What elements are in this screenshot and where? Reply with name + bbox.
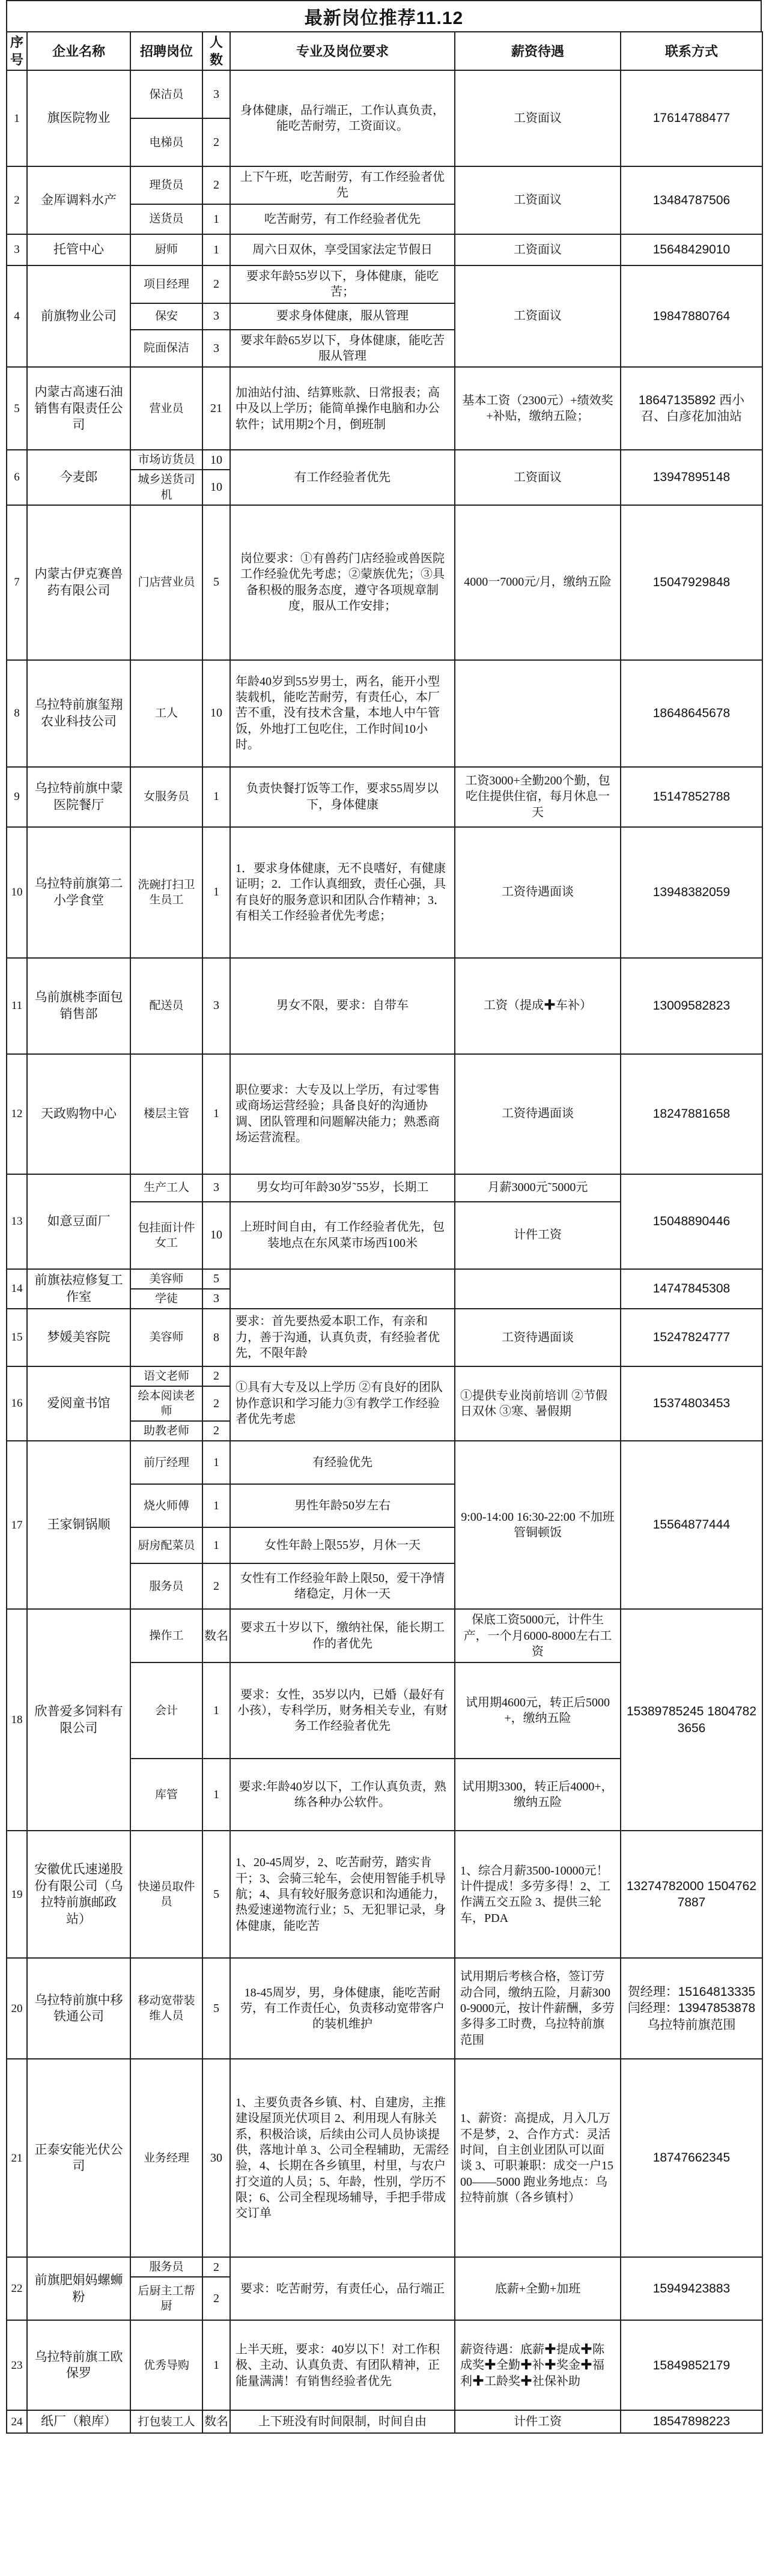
pay-info: 试用期3300，转正后4000+，缴纳五险 <box>455 1759 621 1831</box>
contact-phone: 15949423883 <box>621 2257 762 2320</box>
position-name: 工人 <box>130 660 202 767</box>
requirements: 1．要求身体健康，无不良嗜好，有健康证明；2．工作认真细致，责任心强，具有良好的服务意识和团队合作精神；3．有相关工作经验者优先考虑； <box>230 827 455 958</box>
requirements: 周六日双休，享受国家法定节假日 <box>230 234 455 265</box>
company-name: 乌拉特前旗玺翔农业科技公司 <box>27 660 130 767</box>
header-count: 人数 <box>202 32 230 70</box>
requirements: 身体健康，品行端正，工作认真负责，能吃苦耐劳，工资面议。 <box>230 70 455 166</box>
headcount: 5 <box>202 1831 230 1958</box>
headcount: 1 <box>202 1662 230 1759</box>
pay-info: 工资面议 <box>455 450 621 505</box>
headcount: 30 <box>202 2059 230 2257</box>
position-name: 快递员取件员 <box>130 1831 202 1958</box>
contact-phone: 13009582823 <box>621 958 762 1054</box>
company-name: 前旗祛痘修复工作室 <box>27 1269 130 1309</box>
pay-info <box>455 660 621 767</box>
requirements: 1、20-45周岁，2、吃苦耐劳，踏实肯干；3、会骑三轮车，会使用智能手机导航；4、具有较好服务意识和沟通能力，热爱速递物流行业；5、无犯罪记录，身体健康，能吃苦 <box>230 1831 455 1958</box>
table-row <box>7 1441 762 1484</box>
position-name: 保安 <box>130 303 202 330</box>
header-company: 企业名称 <box>27 32 130 70</box>
position-name: 市场访货员 <box>130 450 202 470</box>
header-requirements: 专业及岗位要求 <box>230 32 455 70</box>
row-number: 23 <box>7 2320 27 2410</box>
headcount: 2 <box>202 166 230 204</box>
headcount: 21 <box>202 367 230 450</box>
table-row <box>7 958 762 1054</box>
requirements: 1、主要负责各乡镇、村、自建房，主推建设屋顶光伏项目 2、利用现人有脉关系，积极洽谈，后续由公司人员协谈提供，落地计单 3、公司全程辅助，无需经验，4、长期在各乡镇里，村里，与农户打交道的人员；5、年龄，性别，学历不限；6、公司全程现场辅导，手把手带成交订单 <box>230 2059 455 2257</box>
position-name: 优秀导购 <box>130 2320 202 2410</box>
header-row <box>7 32 762 70</box>
page-title: 最新岗位推荐11.12 <box>6 0 762 31</box>
position-name: 厨师 <box>130 234 202 265</box>
position-name: 会计 <box>130 1662 202 1759</box>
company-name: 内蒙古伊克赛兽药有限公司 <box>27 505 130 660</box>
contact-phone: 17614788477 <box>621 70 762 166</box>
company-name: 欣普爱多饲料有限公司 <box>27 1609 130 1831</box>
requirements: 男女均可年龄30岁˜55岁，长期工 <box>230 1174 455 1202</box>
contact-phone: 18747662345 <box>621 2059 762 2257</box>
requirements: 有工作经验者优先 <box>230 450 455 505</box>
position-name: 业务经理 <box>130 2059 202 2257</box>
row-number: 3 <box>7 234 27 265</box>
row-number: 6 <box>7 450 27 505</box>
headcount: 3 <box>202 958 230 1054</box>
requirements: 要求年龄65岁以下，身体健康，能吃苦服从管理 <box>230 330 455 368</box>
requirements: 有经验优先 <box>230 1441 455 1484</box>
row-number: 13 <box>7 1174 27 1269</box>
requirements: 上半天班，要求：40岁以下！对工作积极、主动、认真负责、有团队精神，正能量满满！有销售经验者优先 <box>230 2320 455 2410</box>
header-position: 招聘岗位 <box>130 32 202 70</box>
table-row <box>7 1958 762 2059</box>
contact-phone: 15048890446 <box>621 1174 762 1269</box>
requirements: 上下午班，吃苦耐劳，有工作经验者优先 <box>230 166 455 204</box>
contact-phone: 14747845308 <box>621 1269 762 1309</box>
contact-phone: 15374803453 <box>621 1366 762 1441</box>
contact-phone: 19847880764 <box>621 265 762 368</box>
headcount: 3 <box>202 70 230 118</box>
requirements: 要求：首先要热爱本职工作，有亲和力，善于沟通，认真负责，有经验者优先，不限年龄 <box>230 1309 455 1366</box>
position-name: 城乡送货司机 <box>130 470 202 505</box>
table-row <box>7 505 762 660</box>
pay-info: ①提供专业岗前培训 ②节假日双休 ③寒、暑假期 <box>455 1366 621 1441</box>
table-row <box>7 265 762 303</box>
pay-info: 9:00-14:00 16:30-22:00 不加班管铜顿饭 <box>455 1441 621 1609</box>
requirements: 要求:年龄40岁以下，工作认真负责，熟练各种办公软件。 <box>230 1759 455 1831</box>
pay-info: 4000一7000元/月，缴纳五险 <box>455 505 621 660</box>
pay-info: 基本工资（2300元）+绩效奖+补贴，缴纳五险； <box>455 367 621 450</box>
company-name: 梦媛美容院 <box>27 1309 130 1366</box>
company-name: 乌拉特前旗第二小学食堂 <box>27 827 130 958</box>
row-number: 15 <box>7 1309 27 1366</box>
contact-phone: 15147852788 <box>621 767 762 827</box>
contact-phone: 13274782000 15047627887 <box>621 1831 762 1958</box>
contact-phone: 18247881658 <box>621 1054 762 1174</box>
company-name: 王家铜锅顺 <box>27 1441 130 1609</box>
company-name: 托管中心 <box>27 234 130 265</box>
headcount: 3 <box>202 1289 230 1309</box>
requirements: 要求五十岁以下，缴纳社保，能长期工作的者优先 <box>230 1609 455 1662</box>
pay-info: 计件工资 <box>455 1202 621 1269</box>
position-name: 生产工人 <box>130 1174 202 1202</box>
position-name: 电梯员 <box>130 118 202 166</box>
row-number: 22 <box>7 2257 27 2320</box>
position-name: 包挂面计件女工 <box>130 1202 202 1269</box>
contact-phone: 13947895148 <box>621 450 762 505</box>
row-number: 4 <box>7 265 27 368</box>
row-number: 1 <box>7 70 27 166</box>
pay-info: 计件工资 <box>455 2410 621 2433</box>
position-name: 美容师 <box>130 1269 202 1289</box>
pay-info: 工资（提成✚车补） <box>455 958 621 1054</box>
table-row <box>7 1309 762 1366</box>
requirements: 要求：女性，35岁以内，已婚（最好有小孩），专科学历，财务相关专业，有财务工作经验者优先 <box>230 1662 455 1759</box>
position-name: 后厨主工帮厨 <box>130 2277 202 2320</box>
headcount: 1 <box>202 2320 230 2410</box>
position-name: 烧火师傅 <box>130 1484 202 1527</box>
contact-phone: 15849852179 <box>621 2320 762 2410</box>
row-number: 10 <box>7 827 27 958</box>
table-row <box>7 767 762 827</box>
position-name: 楼层主管 <box>130 1054 202 1174</box>
requirements: 上下班没有时间限制，时间自由 <box>230 2410 455 2433</box>
requirements: ①具有大专及以上学历 ②有良好的团队协作意识和学习能力③有教学工作经验者优先考虑 <box>230 1366 455 1441</box>
requirements: 岗位要求：①有兽药门店经验或兽医院工作经验优先考虑；②蒙族优先；③具备积极的服务态度，遵守各项规章制度，服从工作安排； <box>230 505 455 660</box>
position-name: 门店营业员 <box>130 505 202 660</box>
row-number: 18 <box>7 1609 27 1831</box>
header-contact: 联系方式 <box>621 32 762 70</box>
headcount: 2 <box>202 2257 230 2277</box>
table-row <box>7 1366 762 1386</box>
table-row <box>7 1174 762 1202</box>
requirements: 要求：吃苦耐劳，有责任心，品行端正 <box>230 2257 455 2320</box>
pay-info: 1、薪资：高提成，月入几万不是梦，2、合作方式：灵活时间，自主创业团队可以面谈 3、可职兼职：成交一户1500——5000 跑业务地点：乌拉特前旗（各乡镇村） <box>455 2059 621 2257</box>
company-name: 乌拉特前旗中移铁通公司 <box>27 1958 130 2059</box>
position-name: 厨房配菜员 <box>130 1527 202 1563</box>
headcount: 1 <box>202 1484 230 1527</box>
position-name: 理货员 <box>130 166 202 204</box>
requirements: 负责快餐打饭等工作，要求55周岁以下，身体健康 <box>230 767 455 827</box>
position-name: 院面保洁 <box>130 330 202 368</box>
row-number: 7 <box>7 505 27 660</box>
requirements: 女性有工作经验年龄上限50，爱干净情绪稳定，月休一天 <box>230 1563 455 1609</box>
position-name: 库管 <box>130 1759 202 1831</box>
position-name: 前厅经理 <box>130 1441 202 1484</box>
row-number: 17 <box>7 1441 27 1609</box>
headcount: 2 <box>202 1386 230 1421</box>
table-row <box>7 827 762 958</box>
headcount: 1 <box>202 827 230 958</box>
table-row <box>7 1269 762 1289</box>
header-no: 序号 <box>7 32 27 70</box>
headcount: 1 <box>202 1527 230 1563</box>
company-name: 乌前旗桃李面包销售部 <box>27 958 130 1054</box>
headcount: 2 <box>202 1563 230 1609</box>
row-number: 12 <box>7 1054 27 1174</box>
company-name: 如意豆面厂 <box>27 1174 130 1269</box>
headcount: 1 <box>202 1759 230 1831</box>
company-name: 乌拉特前旗中蒙医院餐厅 <box>27 767 130 827</box>
position-name: 助教老师 <box>130 1421 202 1441</box>
table-row <box>7 234 762 265</box>
position-name: 项目经理 <box>130 265 202 303</box>
position-name: 打包装工人 <box>130 2410 202 2433</box>
contact-phone: 15389785245 18047823656 <box>621 1609 762 1831</box>
pay-info: 工资待遇面谈 <box>455 1309 621 1366</box>
company-name: 正泰安能光伏公司 <box>27 2059 130 2257</box>
requirements: 加油站付油、结算账款、日常报表；高中及以上学历；能简单操作电脑和办公软件；试用期2个月，倒班制 <box>230 367 455 450</box>
row-number: 24 <box>7 2410 27 2433</box>
requirements: 男性年龄50岁左右 <box>230 1484 455 1527</box>
job-sheet <box>6 0 762 2434</box>
pay-info: 工资面议 <box>455 166 621 234</box>
position-name: 洗碗打扫卫生员工 <box>130 827 202 958</box>
table-row <box>7 2257 762 2277</box>
row-number: 19 <box>7 1831 27 1958</box>
company-name: 前旗肥娟妈螺蛳粉 <box>27 2257 130 2320</box>
headcount: 3 <box>202 303 230 330</box>
position-name: 学徒 <box>130 1289 202 1309</box>
pay-info: 工资待遇面谈 <box>455 827 621 958</box>
row-number: 11 <box>7 958 27 1054</box>
company-name: 乌拉特前旗工欧保罗 <box>27 2320 130 2410</box>
table-row <box>7 2410 762 2433</box>
table-row <box>7 2059 762 2257</box>
position-name: 移动宽带装维人员 <box>130 1958 202 2059</box>
pay-info: 1、综合月薪3500-10000元！计件提成！多劳多得！2、工作满五交五险 3、提供三轮车，PDA <box>455 1831 621 1958</box>
headcount: 2 <box>202 1366 230 1386</box>
headcount: 5 <box>202 1269 230 1289</box>
table-row <box>7 660 762 767</box>
headcount: 2 <box>202 2277 230 2320</box>
headcount: 数名 <box>202 2410 230 2433</box>
pay-info: 工资面议 <box>455 265 621 368</box>
position-name: 女服务员 <box>130 767 202 827</box>
headcount: 2 <box>202 118 230 166</box>
headcount: 10 <box>202 660 230 767</box>
table-row <box>7 367 762 450</box>
pay-info: 试用期4600元，转正后5000+，缴纳五险 <box>455 1662 621 1759</box>
table-row <box>7 2320 762 2410</box>
table-row <box>7 1609 762 1662</box>
requirements: 女性年龄上限55岁，月休一天 <box>230 1527 455 1563</box>
contact-phone: 15047929848 <box>621 505 762 660</box>
contact-phone: 15648429010 <box>621 234 762 265</box>
headcount: 5 <box>202 505 230 660</box>
company-name: 天政购物中心 <box>27 1054 130 1174</box>
contact-phone: 18547898223 <box>621 2410 762 2433</box>
company-name: 金厍调料水产 <box>27 166 130 234</box>
contact-phone: 15247824777 <box>621 1309 762 1366</box>
requirements: 上班时间自由，有工作经验者优先，包装地点在东风菜市场西100米 <box>230 1202 455 1269</box>
headcount: 3 <box>202 1174 230 1202</box>
row-number: 9 <box>7 767 27 827</box>
pay-info <box>455 1269 621 1309</box>
requirements: 年龄40岁到55岁男士，两名，能开小型装载机，能吃苦耐劳，有责任心，本厂苦不重，没有技术含量，本地人中午管饭，外地打工包吃住，工作时间10小时。 <box>230 660 455 767</box>
contact-phone: 18648645678 <box>621 660 762 767</box>
table-row <box>7 166 762 204</box>
position-name: 美容师 <box>130 1309 202 1366</box>
contact-phone: 18647135892 西小召、白彦花加油站 <box>621 367 762 450</box>
headcount: 数名 <box>202 1609 230 1662</box>
company-name: 安徽优氏速递股份有限公司（乌拉特前旗邮政站） <box>27 1831 130 1958</box>
pay-info: 底薪+全勤+加班 <box>455 2257 621 2320</box>
requirements <box>230 1269 455 1309</box>
header-pay: 薪资待遇 <box>455 32 621 70</box>
headcount: 10 <box>202 470 230 505</box>
position-name: 操作工 <box>130 1609 202 1662</box>
company-name: 内蒙古高速石油销售有限责任公司 <box>27 367 130 450</box>
position-name: 送货员 <box>130 204 202 234</box>
pay-info: 试用期后考核合格，签订劳动合同，缴纳五险，月薪3000-9000元，按计件薪酬，多劳多得多工时费，乌拉特前旗范围 <box>455 1958 621 2059</box>
headcount: 10 <box>202 450 230 470</box>
company-name: 爱阅童书馆 <box>27 1366 130 1441</box>
contact-phone: 13484787506 <box>621 166 762 234</box>
pay-info: 工资3000+全勤200个勤，包吃住提供住宿，每月休息一天 <box>455 767 621 827</box>
company-name: 旗医院物业 <box>27 70 130 166</box>
requirements: 要求身体健康，服从管理 <box>230 303 455 330</box>
pay-info: 薪资待遇：底薪✚提成✚陈成奖✚全勤✚补✚奖金✚福利✚工龄奖✚社保补助 <box>455 2320 621 2410</box>
headcount: 3 <box>202 330 230 368</box>
row-number: 20 <box>7 1958 27 2059</box>
company-name: 前旗物业公司 <box>27 265 130 368</box>
pay-info: 保底工资5000元，计件生产，一个月6000-8000左右工资 <box>455 1609 621 1662</box>
pay-info: 工资面议 <box>455 70 621 166</box>
requirements: 18-45周岁，男，身体健康，能吃苦耐劳，有工作责任心，负责移动宽带客户的装机维护 <box>230 1958 455 2059</box>
table-row <box>7 1054 762 1174</box>
row-number: 2 <box>7 166 27 234</box>
requirements: 吃苦耐劳，有工作经验者优先 <box>230 204 455 234</box>
table-row <box>7 1831 762 1958</box>
position-name: 服务员 <box>130 1563 202 1609</box>
headcount: 1 <box>202 767 230 827</box>
row-number: 21 <box>7 2059 27 2257</box>
row-number: 16 <box>7 1366 27 1441</box>
requirements: 职位要求：大专及以上学历，有过零售或商场运营经验；具备良好的沟通协调、团队管理和问题解决能力；熟悉商场运营流程。 <box>230 1054 455 1174</box>
requirements: 要求年龄55岁以下，身体健康，能吃苦； <box>230 265 455 303</box>
headcount: 2 <box>202 265 230 303</box>
headcount: 1 <box>202 1441 230 1484</box>
table-row <box>7 70 762 118</box>
headcount: 2 <box>202 1421 230 1441</box>
company-name: 今麦郎 <box>27 450 130 505</box>
job-table <box>6 31 763 2434</box>
position-name: 营业员 <box>130 367 202 450</box>
headcount: 8 <box>202 1309 230 1366</box>
requirements: 男女不限，要求：自带车 <box>230 958 455 1054</box>
row-number: 14 <box>7 1269 27 1309</box>
contact-phone: 13948382059 <box>621 827 762 958</box>
contact-phone: 贺经理：15164813335 闫经理：13947853878 乌拉特前旗范围 <box>621 1958 762 2059</box>
headcount: 10 <box>202 1202 230 1269</box>
company-name: 纸厂（粮库） <box>27 2410 130 2433</box>
pay-info: 工资待遇面谈 <box>455 1054 621 1174</box>
headcount: 1 <box>202 234 230 265</box>
headcount: 1 <box>202 1054 230 1174</box>
headcount: 1 <box>202 204 230 234</box>
position-name: 语文老师 <box>130 1366 202 1386</box>
row-number: 5 <box>7 367 27 450</box>
row-number: 8 <box>7 660 27 767</box>
table-row <box>7 450 762 470</box>
pay-info: 工资面议 <box>455 234 621 265</box>
position-name: 绘本阅读老师 <box>130 1386 202 1421</box>
headcount: 5 <box>202 1958 230 2059</box>
pay-info: 月薪3000元˜5000元 <box>455 1174 621 1202</box>
position-name: 保洁员 <box>130 70 202 118</box>
position-name: 配送员 <box>130 958 202 1054</box>
position-name: 服务员 <box>130 2257 202 2277</box>
contact-phone: 15564877444 <box>621 1441 762 1609</box>
